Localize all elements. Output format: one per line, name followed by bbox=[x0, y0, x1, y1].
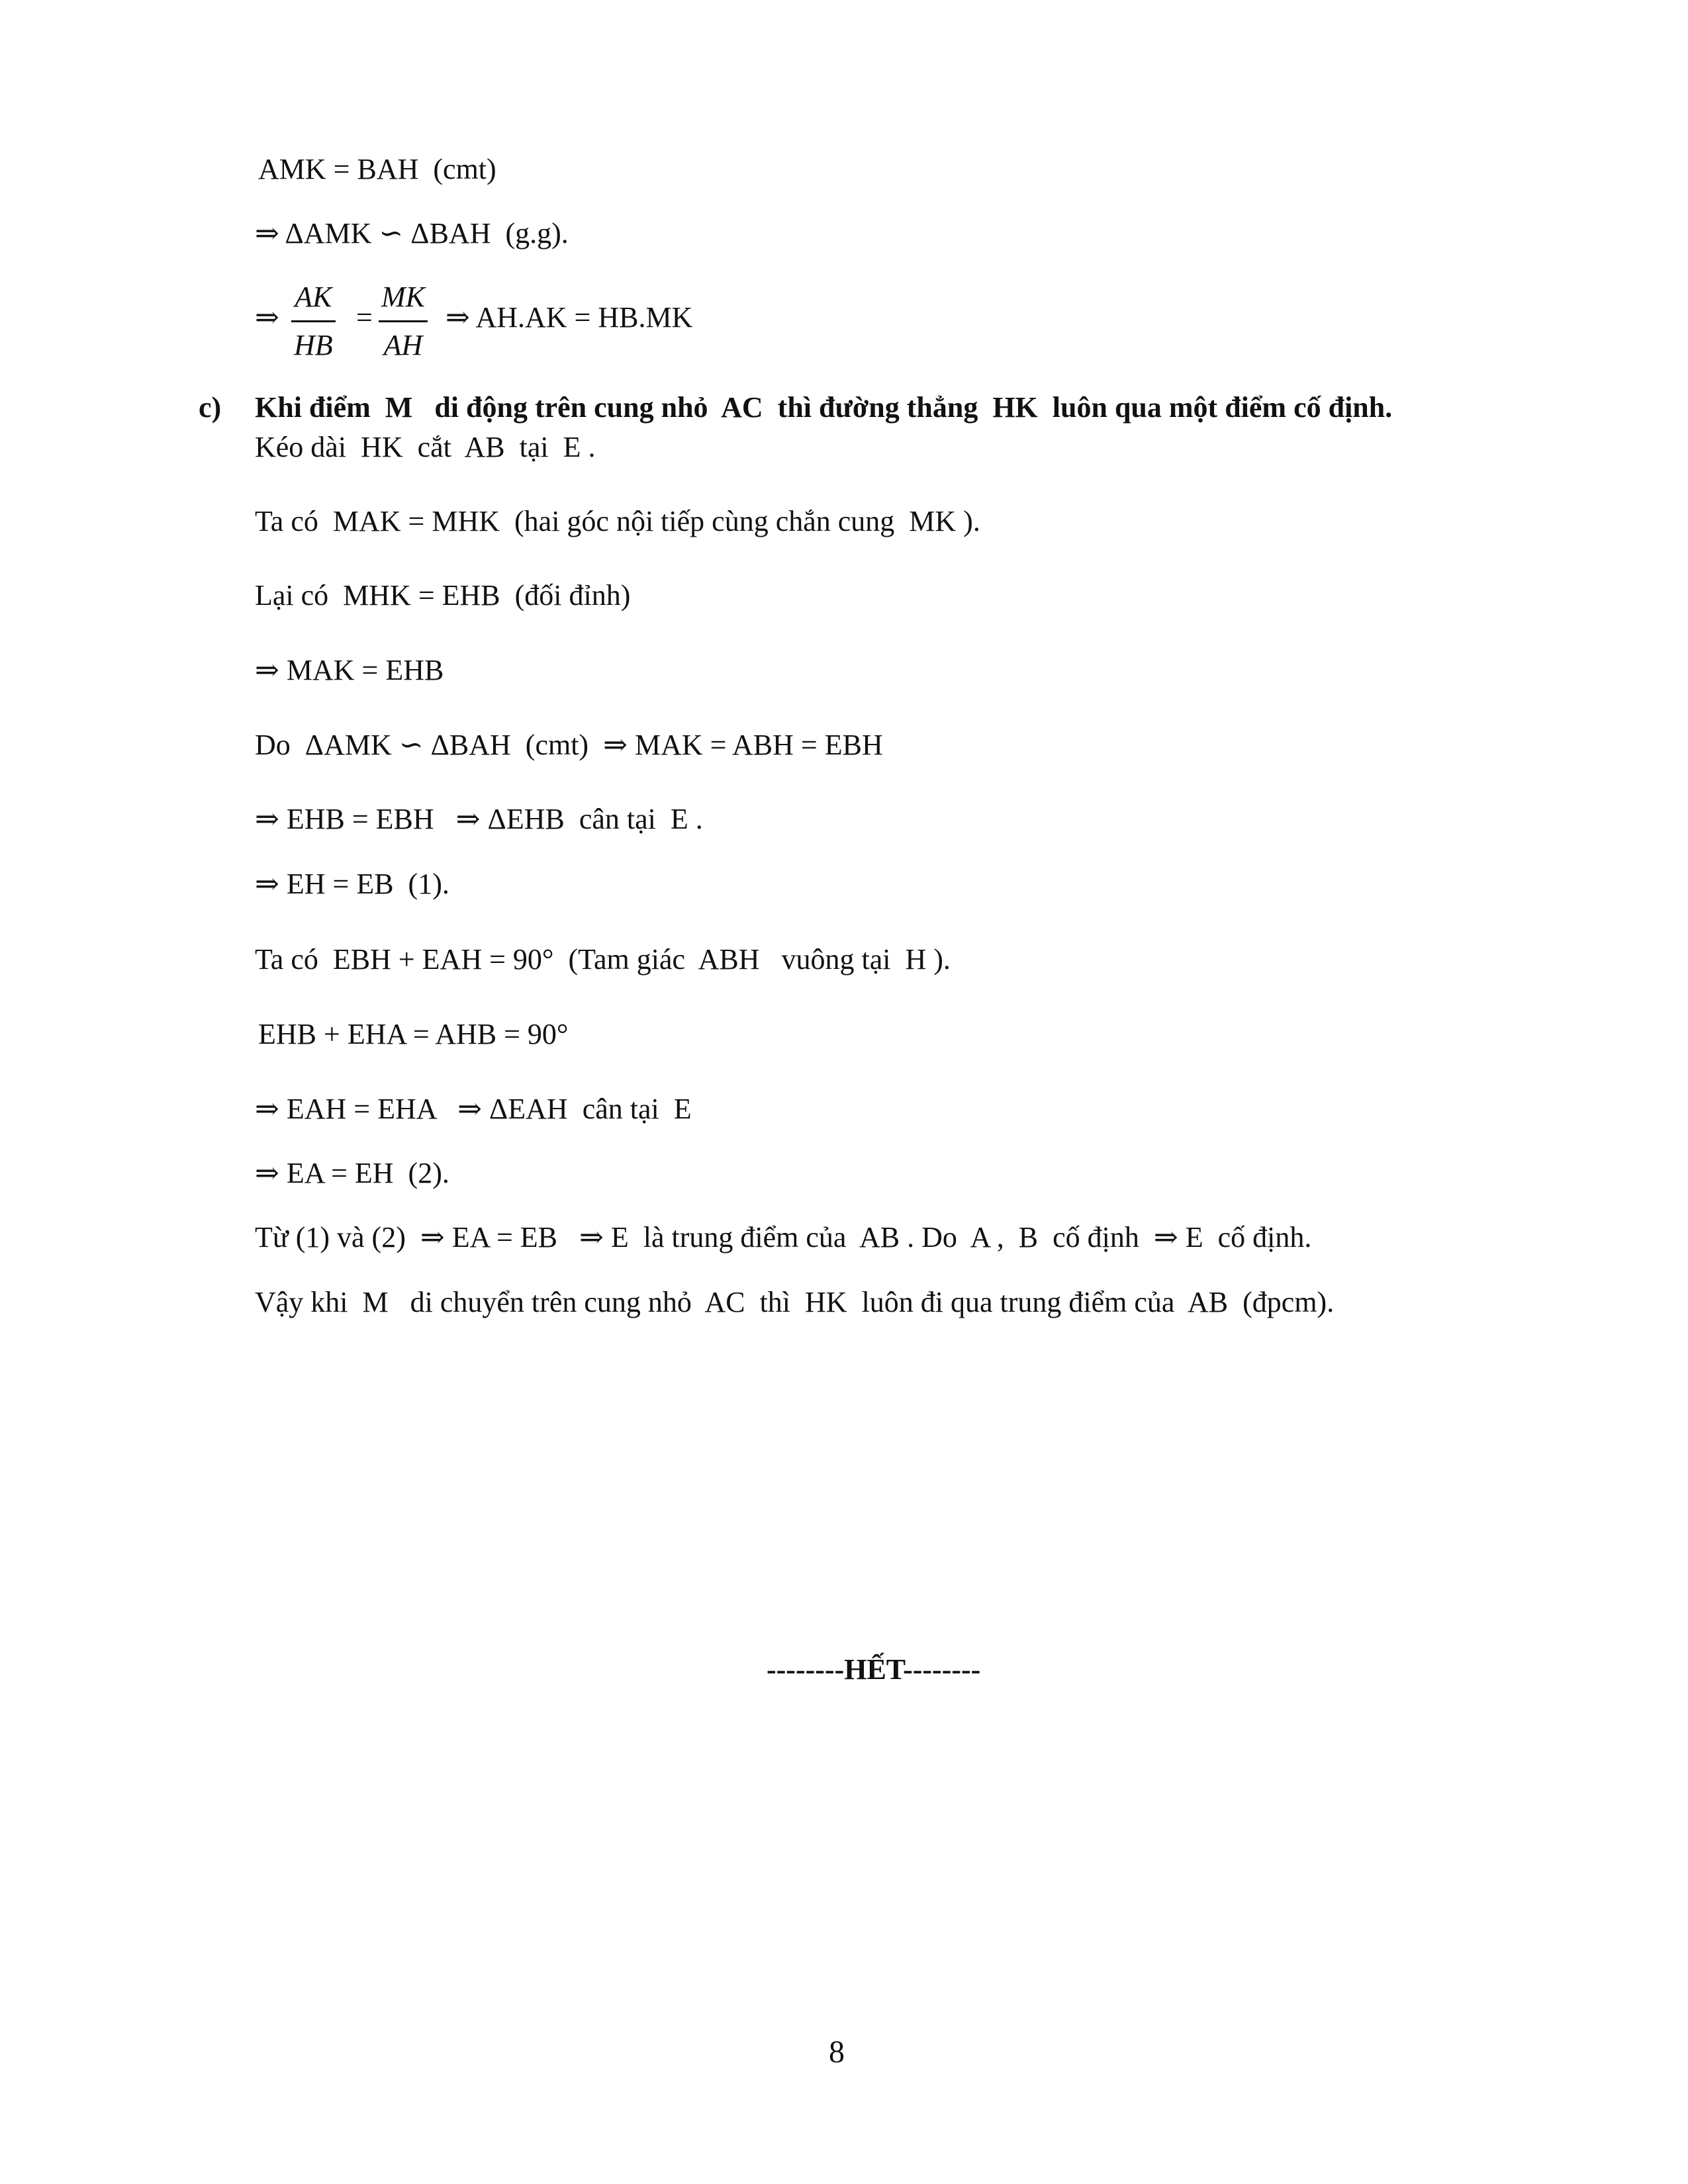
line-mak-abh-ebh: Do ΔAMK ∽ ΔBAH (cmt) ⇒ MAK = ABH = EBH bbox=[255, 729, 883, 761]
line-ratio-equals: = bbox=[356, 301, 373, 334]
line-amk-bah: AMK = BAH (cmt) bbox=[258, 153, 496, 185]
fraction-denominator: AH bbox=[383, 329, 423, 361]
line-similar-triangles: ⇒ ΔAMK ∽ ΔBAH (g.g). bbox=[255, 217, 569, 250]
line-right-triangle: Ta có EBH + EAH = 90° (Tam giác ABH vuông tại H ). bbox=[255, 943, 951, 976]
fraction-mk-ah bbox=[379, 277, 428, 366]
line-ratio-prefix: ⇒ bbox=[255, 301, 279, 334]
line-ratio-suffix: ⇒ AH.AK = HB.MK bbox=[445, 301, 693, 334]
line-isosceles-ehb: ⇒ EHB = EBH ⇒ ΔEHB cân tại E . bbox=[255, 803, 703, 835]
line-ea-eh: ⇒ EA = EH (2). bbox=[255, 1157, 449, 1189]
fraction-numerator: MK bbox=[381, 281, 425, 313]
fraction-ak-hb bbox=[291, 277, 336, 366]
line-inscribed-angles: Ta có MAK = MHK (hai góc nội tiếp cùng chắn cung MK ). bbox=[255, 505, 980, 537]
end-mark: --------HẾT-------- bbox=[767, 1653, 981, 1686]
line-conclusion: Vậy khi M di chuyển trên cung nhỏ AC thì HK luôn đi qua trung điểm của AB (đpcm). bbox=[255, 1286, 1335, 1318]
line-vertical-angles: Lại có MHK = EHB (đối đỉnh) bbox=[255, 579, 631, 612]
line-mak-ehb: ⇒ MAK = EHB bbox=[255, 654, 444, 686]
fraction-denominator: HB bbox=[294, 329, 333, 361]
line-extend-hk: Kéo dài HK cắt AB tại E . bbox=[255, 431, 596, 463]
fraction-bar bbox=[291, 320, 336, 322]
fraction-numerator: AK bbox=[295, 281, 332, 313]
line-midpoint: Từ (1) và (2) ⇒ EA = EB ⇒ E là trung điểm của AB . Do A , B cố định ⇒ E cố định. bbox=[255, 1221, 1312, 1253]
line-isosceles-eah: ⇒ EAH = EHA ⇒ ΔEAH cân tại E bbox=[255, 1093, 692, 1125]
fraction-bar bbox=[379, 320, 428, 322]
part-c-label: c) bbox=[199, 391, 222, 424]
page-number: 8 bbox=[829, 2034, 845, 2070]
part-c-heading: Khi điểm M di động trên cung nhỏ AC thì đường thẳng HK luôn qua một điểm cố định. bbox=[255, 391, 1393, 424]
line-ehb-eha: EHB + EHA = AHB = 90° bbox=[258, 1018, 569, 1050]
line-eh-eb: ⇒ EH = EB (1). bbox=[255, 868, 449, 900]
